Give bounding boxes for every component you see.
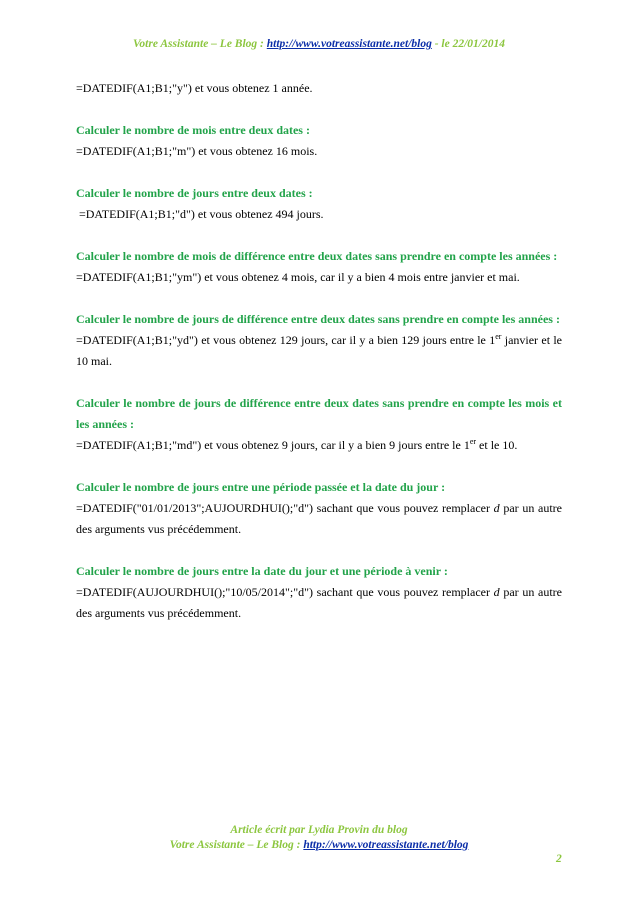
formula-past-text-end: par un autre des arguments vus précédemment. (76, 501, 563, 536)
footer-blog-line (0, 838, 638, 853)
heading-months-ignore-years: Calculer le nombre de mois de différence entre deux dates sans prendre en compte les années : (76, 249, 558, 263)
header-blog-link[interactable]: http://www.votreassistante.net/blog (266, 38, 432, 50)
formula-days: =DATEDIF(A1;B1;"d") et vous obtenez 494 jours. (76, 207, 324, 221)
formula-md-text-end: et le 10. (476, 438, 518, 452)
formula-past (76, 498, 562, 540)
heading-months: Calculer le nombre de mois entre deux dates : (76, 123, 310, 137)
formula-md (76, 435, 562, 456)
page-header (0, 38, 638, 50)
argument-italic: d (493, 501, 500, 515)
formula-md-text: =DATEDIF(A1;B1;"md") et vous obtenez 9 jours, car il y a bien 9 jours entre le 1 (76, 438, 470, 452)
argument-italic: d (493, 585, 500, 599)
header-prefix: Votre Assistante – Le Blog : (133, 38, 267, 50)
heading-future-period: Calculer le nombre de jours entre la date du jour et une période à venir : (76, 564, 448, 578)
page-footer (0, 823, 638, 853)
footer-author: Article écrit par Lydia Provin du blog (230, 824, 408, 836)
heading-past-period: Calculer le nombre de jours entre une période passée et la date du jour : (76, 480, 446, 494)
formula-yd (76, 330, 562, 372)
article-body (76, 78, 562, 624)
formula-ym: =DATEDIF(A1;B1;"ym") et vous obtenez 4 mois, car il y a bien 4 mois entre janvier et mai. (76, 270, 520, 284)
formula-years: =DATEDIF(A1;B1;"y") et vous obtenez 1 année. (76, 81, 313, 95)
formula-future (76, 582, 562, 624)
heading-days: Calculer le nombre de jours entre deux dates : (76, 186, 313, 200)
formula-yd-text-end: janvier et le 10 mai. (76, 333, 563, 368)
formula-future-text: =DATEDIF(AUJOURDHUI();"10/05/2014";"d") sachant que vous pouvez remplacer (76, 585, 494, 599)
ordinal-superscript: er (469, 437, 477, 446)
ordinal-superscript: er (495, 332, 502, 341)
footer-blog-link[interactable]: http://www.votreassistante.net/blog (303, 839, 469, 851)
heading-days-ignore-years: Calculer le nombre de jours de différence entre deux dates sans prendre en compte les années : (76, 312, 560, 326)
heading-days-ignore-months-years: Calculer le nombre de jours de différence entre deux dates sans prendre en compte les mois et les années : (76, 396, 562, 431)
formula-yd-text: =DATEDIF(A1;B1;"yd") et vous obtenez 129 jours, car il y a bien 129 jours entre le 1 (76, 333, 496, 347)
footer-prefix: Votre Assistante – Le Blog : (169, 839, 304, 851)
header-date: - le 22/01/2014 (431, 38, 505, 50)
page-number: 2 (556, 853, 562, 865)
formula-past-text: =DATEDIF("01/01/2013";AUJOURDHUI();"d") sachant que vous pouvez remplacer (76, 501, 494, 515)
formula-future-text-end: par un autre des arguments vus précédemment. (76, 585, 563, 620)
formula-months: =DATEDIF(A1;B1;"m") et vous obtenez 16 mois. (76, 144, 318, 158)
